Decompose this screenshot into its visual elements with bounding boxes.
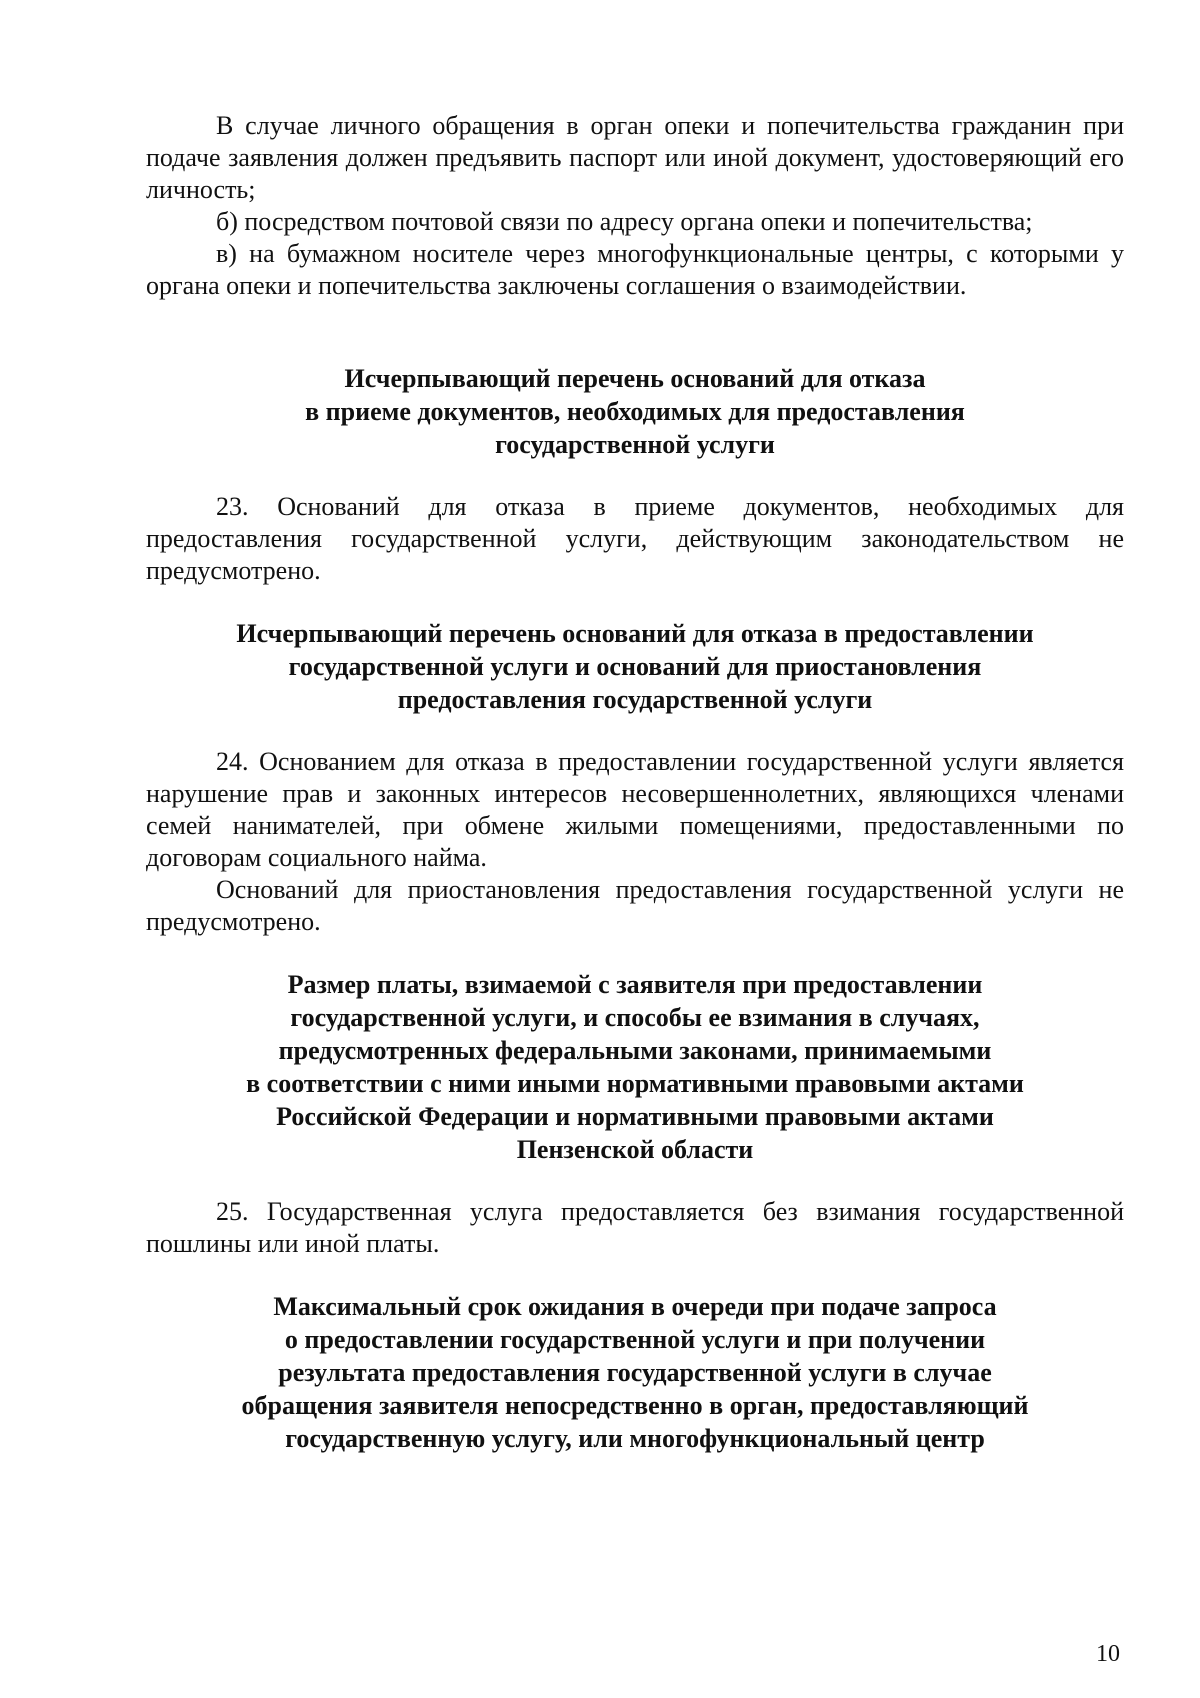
heading-line: о предоставлении государственной услуги и при получении	[284, 1325, 986, 1354]
heading-line: Максимальный срок ожидания в очереди при подаче запроса	[273, 1292, 997, 1321]
spacer	[146, 587, 1124, 617]
paragraph-25: 25. Государственная услуга предоставляется без взимания государственной пошлины или иной платы.	[146, 1197, 1124, 1258]
paragraph-24: 24. Основанием для отказа в предоставлении государственной услуги является нарушение прав и законных интересов несовершеннолетних, являющихся членами семей нанимателей, при обмене жилыми помещениями, предоставленными по договорам социального найма.	[146, 747, 1124, 872]
heading-line: государственной услуги, и способы ее взимания в случаях,	[290, 1003, 980, 1032]
heading-line: обращения заявителя непосредственно в орган, предоставляющий	[241, 1391, 1029, 1420]
paragraph-personal-appeal: В случае личного обращения в орган опеки и попечительства гражданин при подаче заявления должен предъявить паспорт или иной документ, удостоверяющий его личность;	[146, 111, 1124, 204]
spacer	[146, 461, 1124, 491]
heading-line: Размер платы, взимаемой с заявителя при предоставлении	[287, 970, 983, 999]
section-heading-fees	[146, 968, 1124, 1166]
spacer	[146, 302, 1124, 362]
heading-line: государственной услуги и оснований для приостановления	[288, 652, 982, 681]
spacer	[146, 716, 1124, 746]
paragraph-mfc: в) на бумажном носителе через многофункциональные центры, с которыми у органа опеки и попечительства заключены соглашения о взаимодействии.	[146, 239, 1124, 300]
page-number: 10	[1096, 1641, 1120, 1667]
heading-line: государственной услуги	[495, 430, 775, 459]
paragraph-24-suspension: Оснований для приостановления предоставления государственной услуги не предусмотрено.	[146, 875, 1124, 936]
heading-line: предусмотренных федеральными законами, принимаемыми	[278, 1036, 992, 1065]
paragraph-23: 23. Оснований для отказа в приеме документов, необходимых для предоставления государственной услуги, действующим законодательством не предусмотрено.	[146, 492, 1124, 585]
spacer	[146, 1166, 1124, 1196]
heading-line: Российской Федерации и нормативными правовыми актами	[276, 1102, 994, 1131]
heading-line: предоставления государственной услуги	[397, 685, 873, 714]
section-heading-refusal-service	[146, 617, 1124, 716]
document-content	[146, 110, 1124, 1455]
spacer	[146, 938, 1124, 968]
heading-line: в приеме документов, необходимых для предоставления	[305, 397, 965, 426]
section-heading-refusal-acceptance	[146, 362, 1124, 461]
heading-line: Исчерпывающий перечень оснований для отказа	[344, 364, 926, 393]
heading-line: в соответствии с ними иными нормативными правовыми актами	[246, 1069, 1024, 1098]
section-heading-queue-time	[146, 1290, 1124, 1455]
heading-line: результата предоставления государственной услуги в случае	[278, 1358, 992, 1387]
heading-line: Пензенской области	[516, 1135, 754, 1164]
heading-line: государственную услугу, или многофункциональный центр	[285, 1424, 985, 1453]
paragraph-postal: б) посредством почтовой связи по адресу органа опеки и попечительства;	[216, 207, 1033, 236]
spacer	[146, 1260, 1124, 1290]
heading-line: Исчерпывающий перечень оснований для отказа в предоставлении	[236, 619, 1034, 648]
